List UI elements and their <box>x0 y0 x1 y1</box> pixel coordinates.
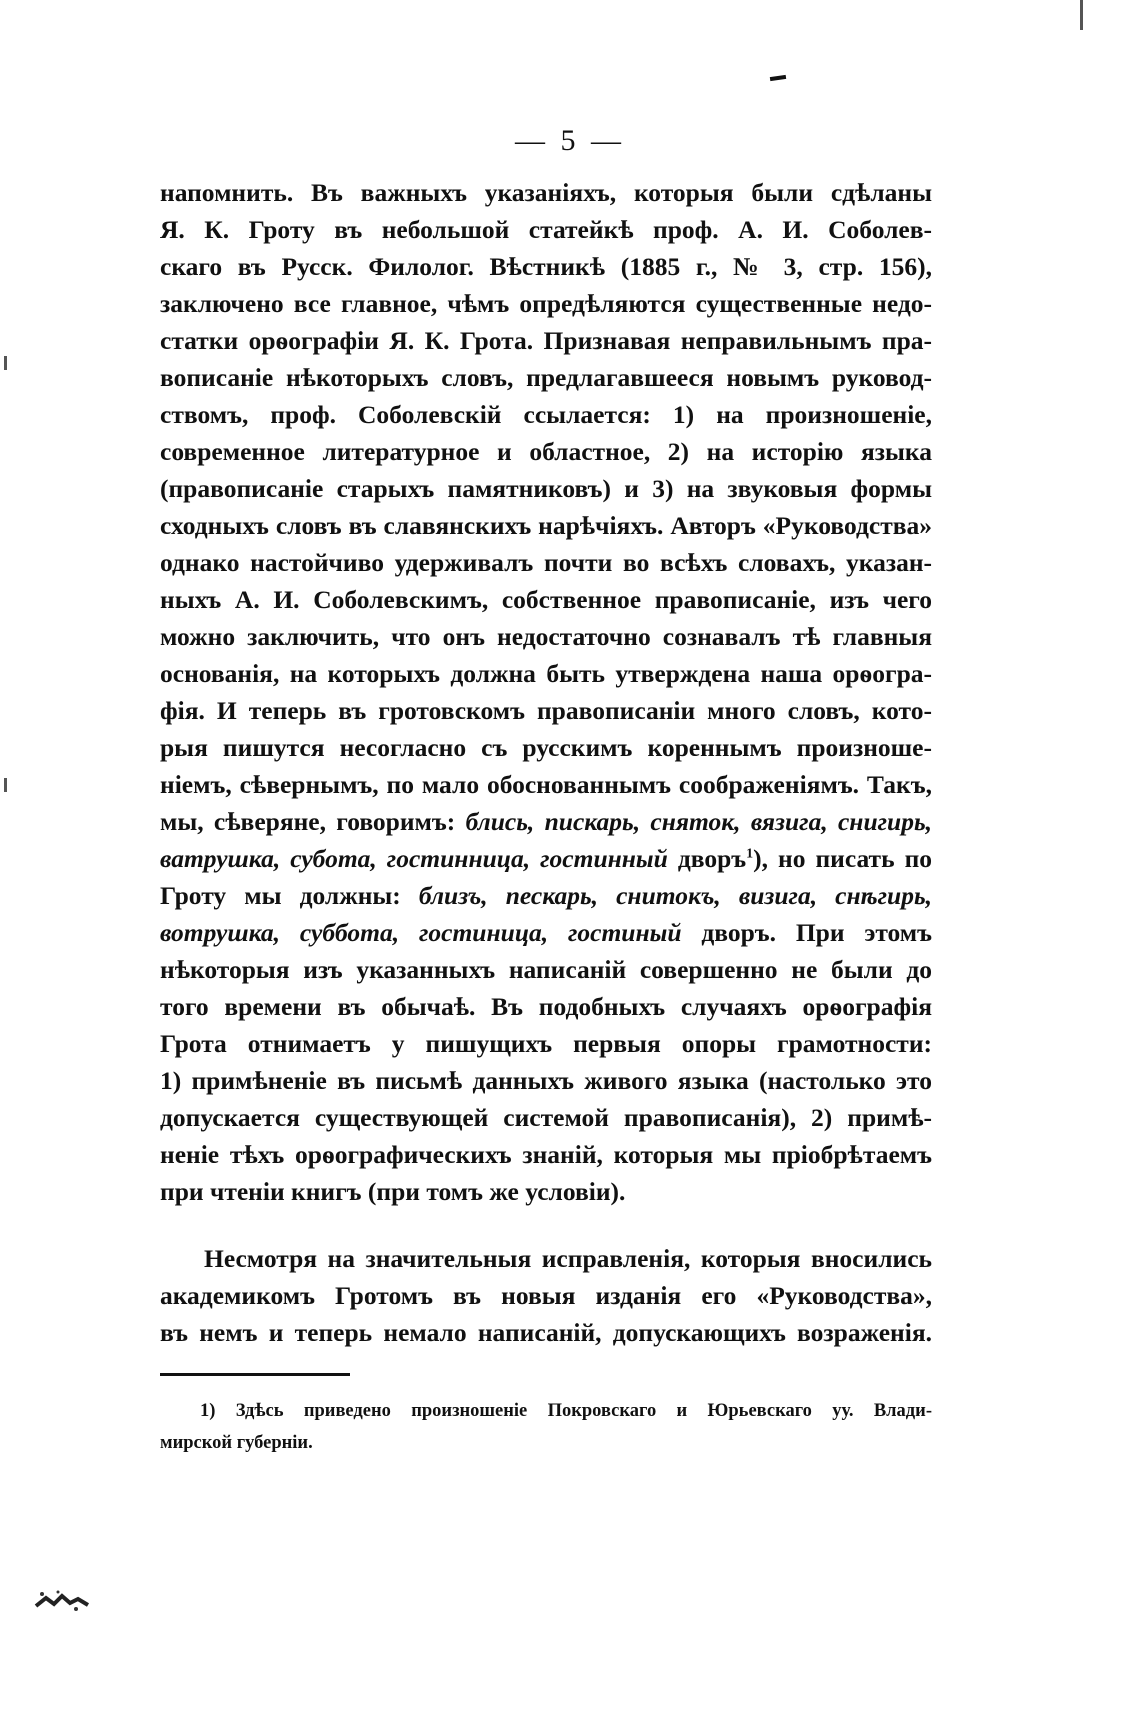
text-line: при чтеніи книгъ (при томъ же условіи). <box>160 1177 626 1206</box>
text-line: скаго въ Русск. Филолог. Вѣстникѣ (1885 г., № 3, стр. 156), <box>160 252 932 281</box>
italic-word: субота, <box>290 844 377 873</box>
text-line: въ немъ и теперь немало написаній, допускающихъ возраженія. <box>160 1318 932 1347</box>
footnote-line: мирской губерніи. <box>160 1433 313 1453</box>
text-line: можно заключить, что онъ недостаточно сознавалъ тѣ главныя <box>160 622 932 651</box>
text-line: нѣкоторыя изъ указанныхъ написаній совершенно не были до <box>160 955 932 984</box>
text-line: 1) примѣненіе въ письмѣ данныхъ живого языка (настолько это <box>160 1066 932 1095</box>
text-line: вописаніе нѣкоторыхъ словъ, предлагавшееся новымъ руковод- <box>160 363 932 392</box>
text-line: академикомъ Гротомъ въ новыя изданія его «Руководства», <box>160 1281 932 1310</box>
text-line: ствомъ, проф. Соболевскій ссылается: 1) на произношеніе, <box>160 400 932 429</box>
paragraph-2 <box>160 1240 932 1351</box>
footnote-divider <box>160 1373 350 1376</box>
page-number: — 5 — <box>515 124 625 157</box>
line-suffix: дворъ. При этомъ <box>701 918 933 947</box>
text-line: допускается существующей системой правописанія), 2) примѣ- <box>160 1103 932 1132</box>
text-line: того времени въ обычаѣ. Въ подобныхъ случаяхъ орѳографія <box>160 992 932 1021</box>
text-line: сходныхъ словъ въ славянскихъ нарѣчіяхъ. Авторъ «Руководства» <box>160 511 932 540</box>
italic-word: снѣгирь, <box>835 881 933 910</box>
line-prefix: мы, сѣверяне, говоримъ: <box>160 807 466 836</box>
text-line: Несмотря на значительныя исправленія, которыя вносились <box>204 1244 932 1273</box>
italic-word: гостинный <box>540 844 668 873</box>
text-line: ныхъ А. И. Соболевскимъ, собственное правописаніе, изъ чего <box>160 585 932 614</box>
scan-edge-mark <box>4 356 7 370</box>
italic-word: снигирь, <box>837 807 933 836</box>
text-line: (правописаніе старыхъ памятниковъ) и 3) на звуковыя формы <box>160 474 932 503</box>
text-line: основанія, на которыхъ должна быть утверждена наша орѳогра- <box>160 659 932 688</box>
footnote-reference: 1 <box>746 846 754 862</box>
footnote-line: 1) Здѣсь приведено произношеніе Покровскаго и Юрьевскаго уу. Влади- <box>200 1401 932 1421</box>
italic-word: суббота, <box>299 918 400 947</box>
italic-word: блись, <box>465 807 535 836</box>
text-line: заключено все главное, чѣмъ опредѣляются существенные недо- <box>160 289 932 318</box>
text-line-with-italics <box>160 914 932 951</box>
paragraph-1 <box>160 174 932 1210</box>
italic-word: гостинница, <box>386 844 531 873</box>
text-line-with-italics <box>160 877 932 914</box>
text-line: ніемъ, сѣвернымъ, по мало обоснованнымъ соображеніямъ. Такъ, <box>160 770 932 799</box>
scan-edge-mark <box>1080 0 1083 30</box>
text-line: неніе тѣхъ орѳографическихъ знаній, которыя мы пріобрѣтаемъ <box>160 1140 932 1169</box>
line-prefix: Гроту мы должны: <box>160 881 419 910</box>
footnote <box>160 1395 932 1459</box>
italic-word: гостиный <box>567 918 682 947</box>
italic-word: снитокъ, <box>616 881 721 910</box>
text-line: однако настойчиво удерживалъ почти во всѣхъ словахъ, указан- <box>160 548 932 577</box>
italic-word: вотрушка, <box>160 918 281 947</box>
text-line: Грота отнимаетъ у пишущихъ первыя опоры грамотности: <box>160 1029 932 1058</box>
text-line: современное литературное и областное, 2) на исторію языка <box>160 437 932 466</box>
italic-word: визига, <box>738 881 818 910</box>
text-line: фія. И теперь въ гротовскомъ правописаніи много словъ, кото- <box>160 696 932 725</box>
text-line: напомнить. Въ важныхъ указаніяхъ, которыя были сдѣланы <box>160 178 932 207</box>
italic-word: близъ, <box>418 881 488 910</box>
italic-word: сняток, <box>650 807 741 836</box>
text-line: рыя пишутся несогласно съ русскимъ кореннымъ произноше- <box>160 733 932 762</box>
italic-word: ватрушка, <box>160 844 281 873</box>
italic-word: пискарь, <box>544 807 641 836</box>
scan-edge-mark <box>4 778 7 792</box>
italic-word: вязига, <box>750 807 828 836</box>
italic-word: пескарь, <box>505 881 599 910</box>
line-suffix: ), но писать по <box>753 844 933 873</box>
italic-word: гостиница, <box>418 918 549 947</box>
text-line: статки орѳографіи Я. К. Грота. Признавая неправильнымъ пра- <box>160 326 932 355</box>
text-line: Я. К. Гроту въ небольшой статейкѣ проф. А. И. Соболев- <box>160 215 932 244</box>
text-line-with-italics <box>160 840 932 877</box>
line-word: дворъ <box>677 844 747 873</box>
print-mark <box>770 75 786 81</box>
text-line-with-italics <box>160 803 932 840</box>
ink-smudge <box>32 1588 92 1612</box>
